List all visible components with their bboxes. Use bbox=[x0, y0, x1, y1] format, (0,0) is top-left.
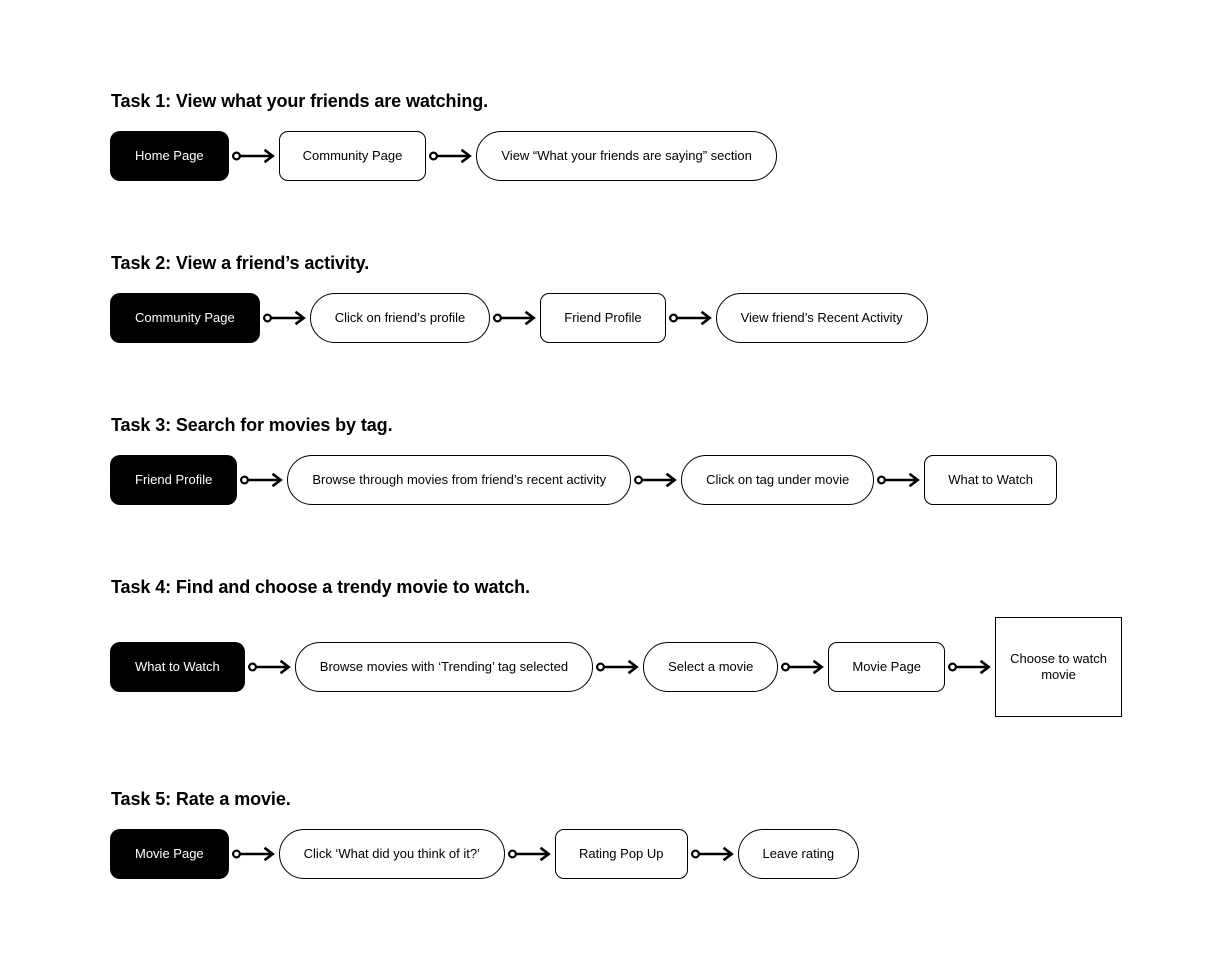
flow-node-pill bbox=[310, 293, 491, 343]
flow-node-pill bbox=[681, 455, 874, 505]
flow-row bbox=[110, 131, 1191, 181]
flow-node-label: Click on friend’s profile bbox=[334, 310, 466, 325]
flow-node-pill bbox=[643, 642, 778, 692]
flow-node-label: Click on tag under movie bbox=[706, 472, 850, 487]
flow-node-label: Friend Profile bbox=[135, 472, 213, 487]
flow-arrow-icon bbox=[428, 147, 474, 165]
flow-node-label: Select a movie bbox=[668, 659, 754, 674]
flow-arrow-icon bbox=[507, 845, 553, 863]
flow-node-start bbox=[110, 642, 245, 692]
flow-node-pill bbox=[716, 293, 928, 343]
flow-arrow-icon bbox=[633, 471, 679, 489]
flow-node-pill bbox=[295, 642, 593, 692]
flow-node-label: Browse movies with ‘Trending’ tag selected bbox=[319, 659, 569, 674]
flow-node-pill bbox=[279, 829, 505, 879]
task-flows-container bbox=[110, 91, 1191, 879]
flow-node-label: Browse through movies from friend’s recent activity bbox=[312, 472, 607, 487]
flow-arrow-icon bbox=[239, 471, 285, 489]
flow-node-start bbox=[110, 829, 229, 879]
flow-node-pill bbox=[476, 131, 776, 181]
flow-node-label: Click ‘What did you think of it?’ bbox=[303, 846, 480, 861]
flow-node-label: Community Page bbox=[302, 148, 403, 163]
task-flow-4 bbox=[110, 577, 1191, 717]
flow-row bbox=[110, 617, 1191, 717]
task-flow-2 bbox=[110, 253, 1191, 343]
flow-arrow-icon bbox=[231, 845, 277, 863]
flow-arrow-icon bbox=[876, 471, 922, 489]
flow-arrow-icon bbox=[780, 658, 826, 676]
flow-node-pill bbox=[287, 455, 631, 505]
flow-arrow-icon bbox=[595, 658, 641, 676]
task-flow-3 bbox=[110, 415, 1191, 505]
flow-node-label: What to Watch bbox=[948, 472, 1033, 487]
flow-arrow-icon bbox=[668, 309, 714, 327]
task-title: Task 5: Rate a movie. bbox=[111, 789, 291, 809]
flow-node-rounded bbox=[540, 293, 665, 343]
flow-row bbox=[110, 829, 1191, 879]
flow-node-label: What to Watch bbox=[135, 659, 220, 674]
flow-arrow-icon bbox=[231, 147, 277, 165]
flow-node-rounded bbox=[828, 642, 945, 692]
flow-node-label: Movie Page bbox=[135, 846, 204, 861]
flow-arrow-icon bbox=[262, 309, 308, 327]
flow-row bbox=[110, 455, 1191, 505]
flow-node-start bbox=[110, 293, 260, 343]
flow-node-label: Movie Page bbox=[852, 659, 922, 674]
flow-node-pill bbox=[738, 829, 860, 879]
task-flow-1 bbox=[110, 91, 1191, 181]
flow-node-rounded bbox=[279, 131, 427, 181]
task-title: Task 1: View what your friends are watching. bbox=[111, 91, 489, 111]
flow-arrow-icon bbox=[690, 845, 736, 863]
flow-arrow-icon bbox=[247, 658, 293, 676]
task-flow-5 bbox=[110, 789, 1191, 879]
flow-node-label: Leave rating bbox=[762, 846, 835, 861]
flow-arrow-icon bbox=[492, 309, 538, 327]
task-title: Task 2: View a friend’s activity. bbox=[111, 253, 370, 273]
flow-arrow-icon bbox=[947, 658, 993, 676]
flow-node-label: Home Page bbox=[135, 148, 204, 163]
flow-row bbox=[110, 293, 1191, 343]
task-title: Task 4: Find and choose a trendy movie to watch. bbox=[111, 577, 530, 597]
flow-node-label: Rating Pop Up bbox=[578, 846, 664, 861]
flow-node-label: View “What your friends are saying” section bbox=[501, 148, 752, 163]
flow-node-label: View friend’s Recent Activity bbox=[740, 310, 903, 325]
flow-node-label: Choose to watch movie bbox=[1010, 651, 1107, 682]
flow-node-label: Community Page bbox=[135, 310, 235, 325]
flow-node-rounded bbox=[924, 455, 1057, 505]
flow-node-start bbox=[110, 131, 229, 181]
flow-node-box bbox=[995, 617, 1122, 717]
flow-node-label: Friend Profile bbox=[564, 310, 642, 325]
flow-node-rounded bbox=[555, 829, 688, 879]
task-title: Task 3: Search for movies by tag. bbox=[111, 415, 393, 435]
flow-node-start bbox=[110, 455, 237, 505]
